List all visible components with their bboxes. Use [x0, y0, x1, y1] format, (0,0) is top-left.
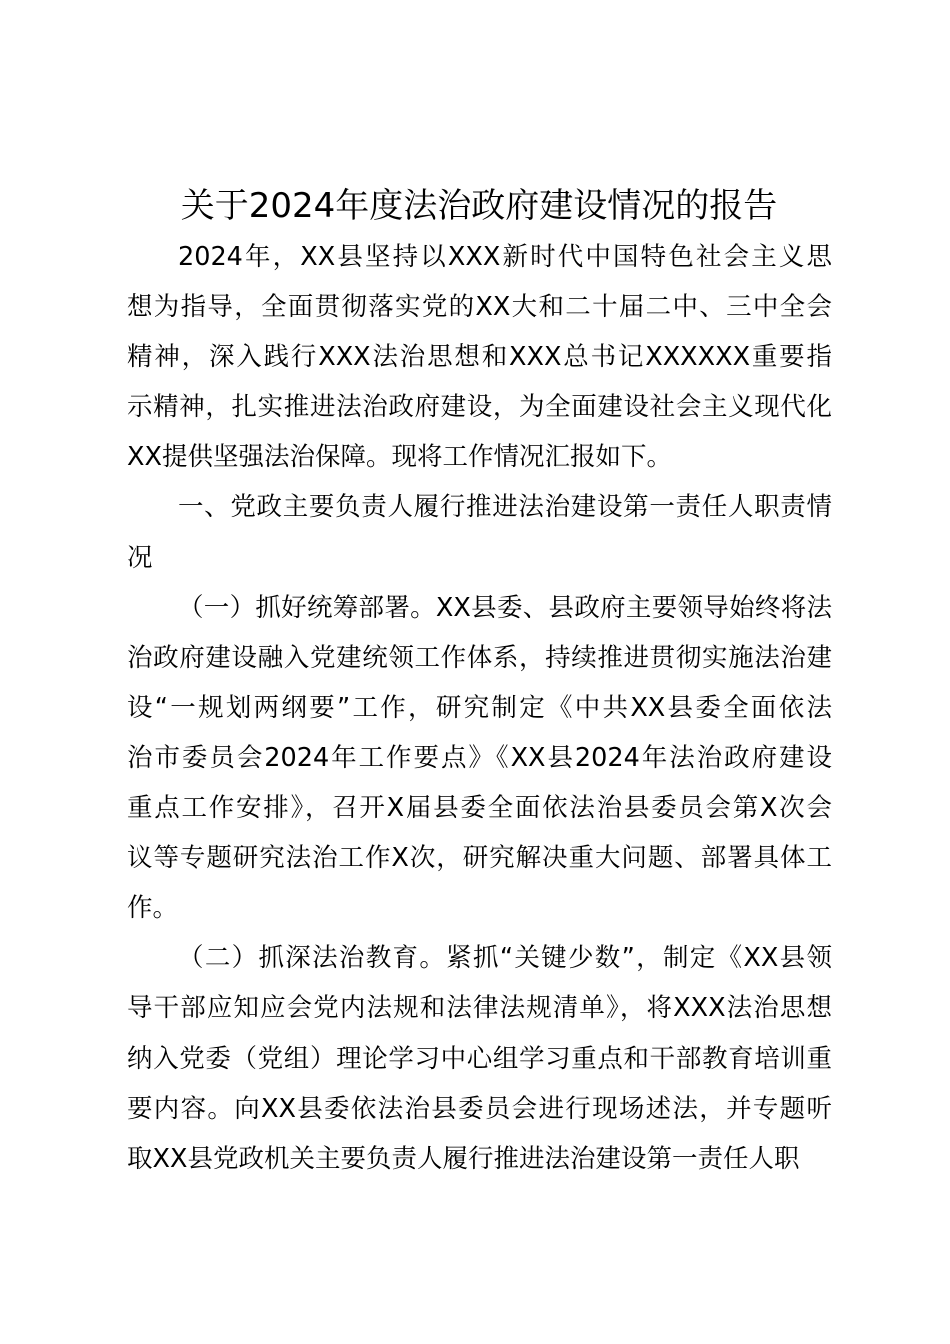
text-line: 重点工作安排》，召开X届县委全面依法治县委员会第X次会 [127, 793, 832, 824]
text-line: 2024年，XX县坚持以XXX新时代中国特色社会主义思 [178, 242, 832, 272]
text-line: 况 [127, 542, 153, 573]
paragraph [127, 232, 832, 482]
text-line: 作。 [127, 893, 179, 924]
text-line: 导干部应知应会党内法规和法律法规清单》，将XXX法治思想 [127, 993, 832, 1024]
text-line: 议等专题研究法治工作X次，研究解决重大问题、部署具体工 [127, 843, 832, 874]
paragraph [127, 933, 832, 1183]
text-line: （二）抓深法治教育。紧抓“关键少数”，制定《XX县领 [178, 943, 832, 974]
text-line: 治政府建设融入党建统领工作体系，持续推进贯彻实施法治建 [127, 642, 832, 673]
text-line: 设“一规划两纲要”工作，研究制定《中共XX县委全面依法 [127, 692, 832, 723]
text-line: 想为指导，全面贯彻落实党的XX大和二十届二中、三中全会 [127, 292, 832, 323]
document-title: 关于2024年度法治政府建设情况的报告 [180, 186, 778, 226]
text-line: XX提供坚强法治保障。现将工作情况汇报如下。 [127, 442, 672, 473]
paragraph [127, 583, 832, 934]
paragraph [127, 482, 832, 582]
text-line: 治市委员会2024年工作要点》《XX县2024年法治政府建设 [127, 742, 832, 773]
text-line: 纳入党委（党组）理论学习中心组学习重点和干部教育培训重 [127, 1043, 832, 1074]
text-line: 精神，深入践行XXX法治思想和XXX总书记XXXXXX重要指 [127, 342, 832, 373]
text-line: 一、党政主要负责人履行推进法治建设第一责任人职责情 [178, 492, 832, 523]
text-line: 要内容。向XX县委依法治县委员会进行现场述法，并专题听 [127, 1093, 832, 1124]
text-line: 示精神，扎实推进法治政府建设，为全面建设社会主义现代化 [127, 392, 832, 423]
document-body [127, 232, 832, 1184]
text-line: （一）抓好统筹部署。XX县委、县政府主要领导始终将法 [178, 592, 832, 623]
text-line: 取XX县党政机关主要负责人履行推进法治建设第一责任人职 [127, 1143, 800, 1174]
